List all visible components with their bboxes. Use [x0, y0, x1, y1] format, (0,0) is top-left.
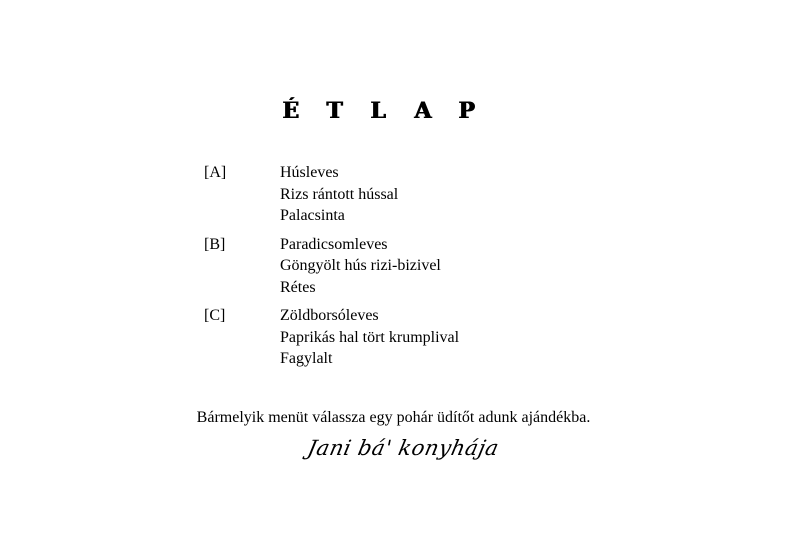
menu-item-dessert: Palacsinta: [280, 207, 345, 224]
menu-key: [A]: [204, 164, 227, 181]
menu-option-a: [204, 162, 459, 227]
menu-item-dessert: Rétes: [280, 278, 316, 296]
menu-key: [C]: [204, 307, 226, 324]
menu-key: [B]: [204, 235, 226, 253]
menu-item-main: Paprikás hal tört krumplival: [280, 328, 460, 346]
menu-items: [280, 234, 441, 299]
footer-note: [0, 407, 787, 429]
menu-item-main: Rizs rántott hússal: [280, 185, 399, 203]
menu-option-c: [204, 305, 459, 370]
title-letter: L: [370, 98, 386, 124]
title-letter: T: [326, 98, 343, 124]
page-title: [282, 96, 502, 126]
menu-items: [280, 305, 459, 370]
title-letter: A: [414, 98, 432, 124]
menu-list: [204, 162, 459, 377]
footer-note-text: Bármelyik menüt válassza egy pohár üdítőt adunk ajándékba.: [196, 409, 591, 426]
menu-item-dessert: Fagylalt: [280, 350, 333, 367]
title-letter: P: [458, 98, 475, 124]
title-letter: É: [282, 98, 299, 124]
menu-item-soup: Zöldborsóleves: [280, 307, 379, 324]
menu-option-b: [204, 234, 459, 299]
menu-item-soup: Paradicsomleves: [280, 235, 388, 253]
menu-item-soup: Húsleves: [280, 164, 339, 181]
signature: Jani bá' konyhája: [305, 436, 502, 460]
menu-items: [280, 162, 398, 227]
menu-item-main: Göngyölt hús rizi-bizivel: [280, 257, 441, 274]
